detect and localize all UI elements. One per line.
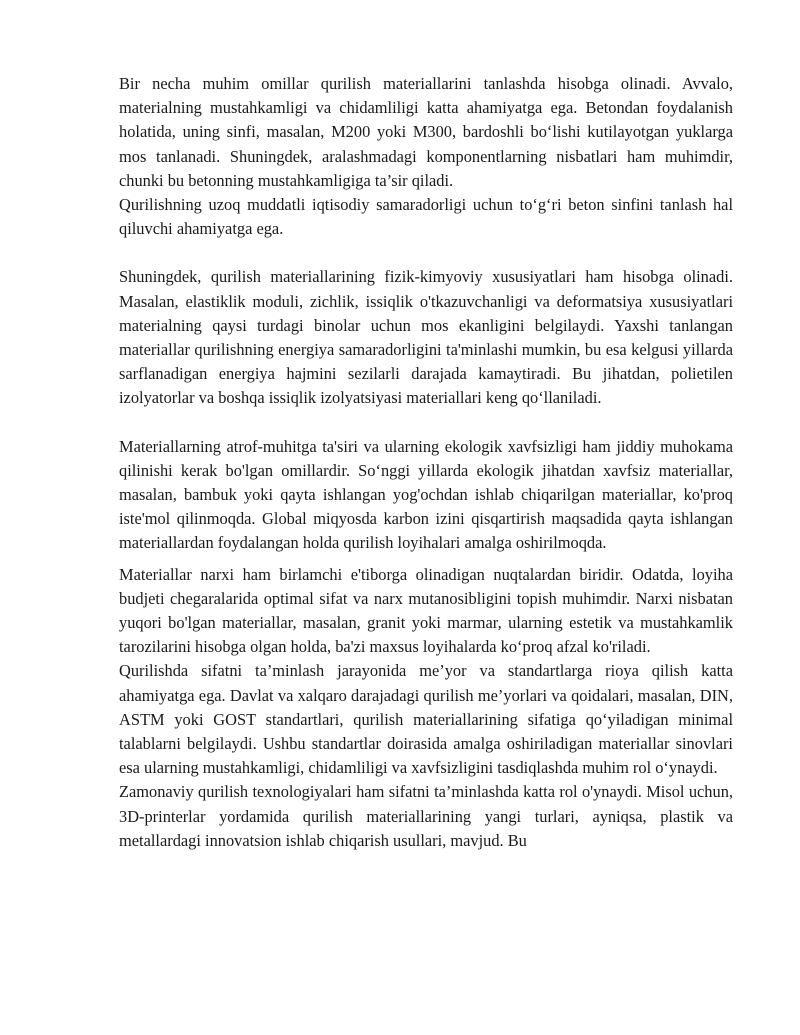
paragraph-standards: Qurilishda sifatni ta’minlash jarayonida me’yor va standartlarga rioya qilish katta ahamiyatga ega. Davlat va xalqaro darajadagi qurilish me’yorlari va qoidalari, masalan, DIN, ASTM yoki GOST standartlari, qurilish materiallarining sifatiga qo‘yiladigan minimal talablarni belgilaydi. Ushbu standartlar doirasida amalga oshiriladigan materiallar sinovlari esa ularning mustahkamligi, chidamliligi va xavfsizligini tasdiqlashda muhim rol o‘ynaydi. xyxy=(119,661,733,778)
paragraph-material-strength: Bir necha muhim omillar qurilish materiallarini tanlashda hisobga olinadi. Avvalo, materialning mustahkamligi va chidamliligi katta ahamiyatga ega. Betondan foydalanish holatida, uning sinfi, masalan, M200 yoki M300, bardoshli bo‘lishi kutilayotgan yuklarga mos tanlanadi. Shuningdek, aralashmadagi komponentlarning nisbatlari ham muhimdir, chunki bu betonning mustahkamligiga ta’sir qiladi. xyxy=(119,74,733,190)
paragraph-spacer xyxy=(119,411,733,435)
paragraph-ecology: Materiallarning atrof-muhitga ta'siri va ularning ekologik xavfsizligi ham jiddiy muhokama qilinishi kerak bo'lgan omillardir. So‘nggi yillarda ekologik jihatdan xavfsiz materiallar, masalan, bambuk yoki qayta ishlangan yog'ochdan ishlab chiqarilgan materiallar, ko'proq iste'mol qilinmoqda. Global miqyosda karbon izini qisqartirish maqsadida qayta ishlangan materiallardan foydalangan holda qurilish loyihalari amalga oshirilmoqda. xyxy=(119,436,733,553)
paragraph-physical-properties: Shuningdek, qurilish materiallarining fizik-kimyoviy xususiyatlari ham hisobga olinadi. Masalan, elastiklik moduli, zichlik, issiqlik o'tkazuvchanligi va deformatsiya xususiyatlari materialning qaysi turdagi binolar uchun mos ekanligini belgilaydi. Yaxshi tanlangan materiallar qurilishning energiya samaradorligini ta'minlashi mumkin, bu esa kelgusi yillarda sarflanadigan energiya hajmini sezilarli darajada kamaytiradi. Bu jihatdan, polietilen izolyatorlar va boshqa issiqlik izolyatsiyasi materiallari keng qo‘llaniladi. xyxy=(119,267,733,408)
paragraph-concrete-class: Qurilishning uzoq muddatli iqtisodiy samaradorligi uchun to‘g‘ri beton sinfini tanlash hal qiluvchi ahamiyatga ega. xyxy=(119,195,733,239)
paragraph-technologies: Zamonaviy qurilish texnologiyalari ham sifatni ta’minlashda katta rol o'ynaydi. Misol uchun, 3D-printerlar yordamida qurilish materiallarining yangi turlari, ayniqsa, plastik va metallardagi innovatsion ishlab chiqarish usullari, mavjud. Bu xyxy=(119,782,733,850)
paragraph-spacer xyxy=(119,241,733,265)
paragraph-price: Materiallar narxi ham birlamchi e'tiborga olinadigan nuqtalardan biridir. Odatda, loyiha budjeti chegaralarida optimal sifat va narx mutanosibligini topish muhimdir. Narxi nisbatan yuqori bo'lgan materiallar, masalan, granit yoki marmar, ularning estetik va mustahkamlik tarozilarini hisobga olgan holda, ba'zi maxsus loyihalarda ko‘proq afzal ko'riladi. xyxy=(119,564,733,657)
document-body xyxy=(119,72,733,853)
paragraph-spacer xyxy=(119,556,733,563)
